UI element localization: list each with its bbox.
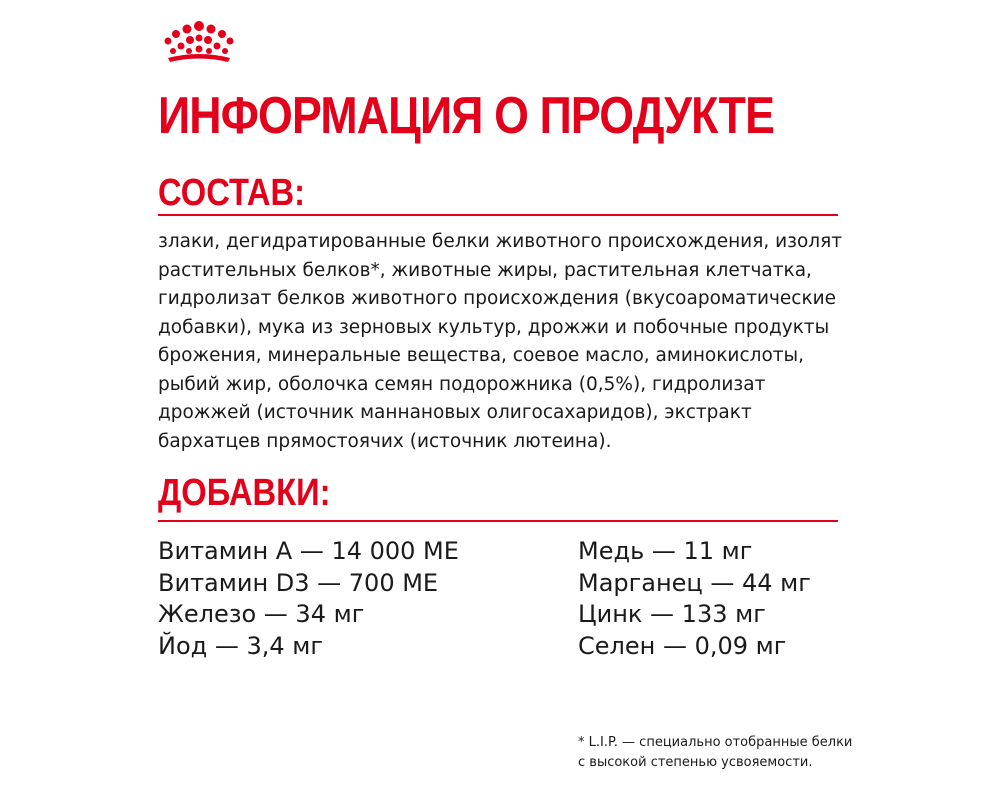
- crown-icon: [160, 20, 238, 68]
- footnote-line: с высокой степенью усвояемости.: [578, 755, 813, 770]
- additive-item: Цинк — 133 мг: [578, 600, 766, 628]
- additive-item: Витамин A — 14 000 МЕ: [158, 537, 459, 565]
- additives-heading: ДОБАВКИ:: [158, 472, 331, 514]
- additives-list-left: [158, 536, 459, 662]
- footnote-line: * L.I.P. — специально отобранные белки: [578, 735, 853, 750]
- additive-item: Медь — 11 мг: [578, 537, 753, 565]
- additives-list-right: [578, 536, 811, 662]
- additive-item: Железо — 34 мг: [158, 600, 365, 628]
- additives-divider: [158, 520, 838, 522]
- composition-heading: СОСТАВ:: [158, 172, 305, 214]
- additive-item: Йод — 3,4 мг: [158, 631, 323, 660]
- additive-item: Марганец — 44 мг: [578, 568, 811, 597]
- page-title: ИНФОРМАЦИЯ О ПРОДУКТЕ: [158, 87, 775, 145]
- composition-divider: [158, 214, 838, 216]
- additive-item: Витамин D3 — 700 МЕ: [158, 568, 439, 597]
- additive-item: Селен — 0,09 мг: [578, 631, 787, 660]
- footnote: [578, 733, 858, 773]
- composition-text: злаки, дегидратированные белки животного происхождения, изолят растительных белков*, животные жиры, растительная клетчатка, гидролизат белков животного происхождения (вкусоароматические добавки), мука из зерновых культур, дрожжи и побочные продукты брожения, минеральные вещества, соевое масло, аминокислоты, рыбий жир, оболочка семян подорожника (0,5%), гидролизат дрожжей (источник маннановых олигосахаридов), экстракт бархатцев прямостоячих (источник лютеина).: [158, 231, 842, 452]
